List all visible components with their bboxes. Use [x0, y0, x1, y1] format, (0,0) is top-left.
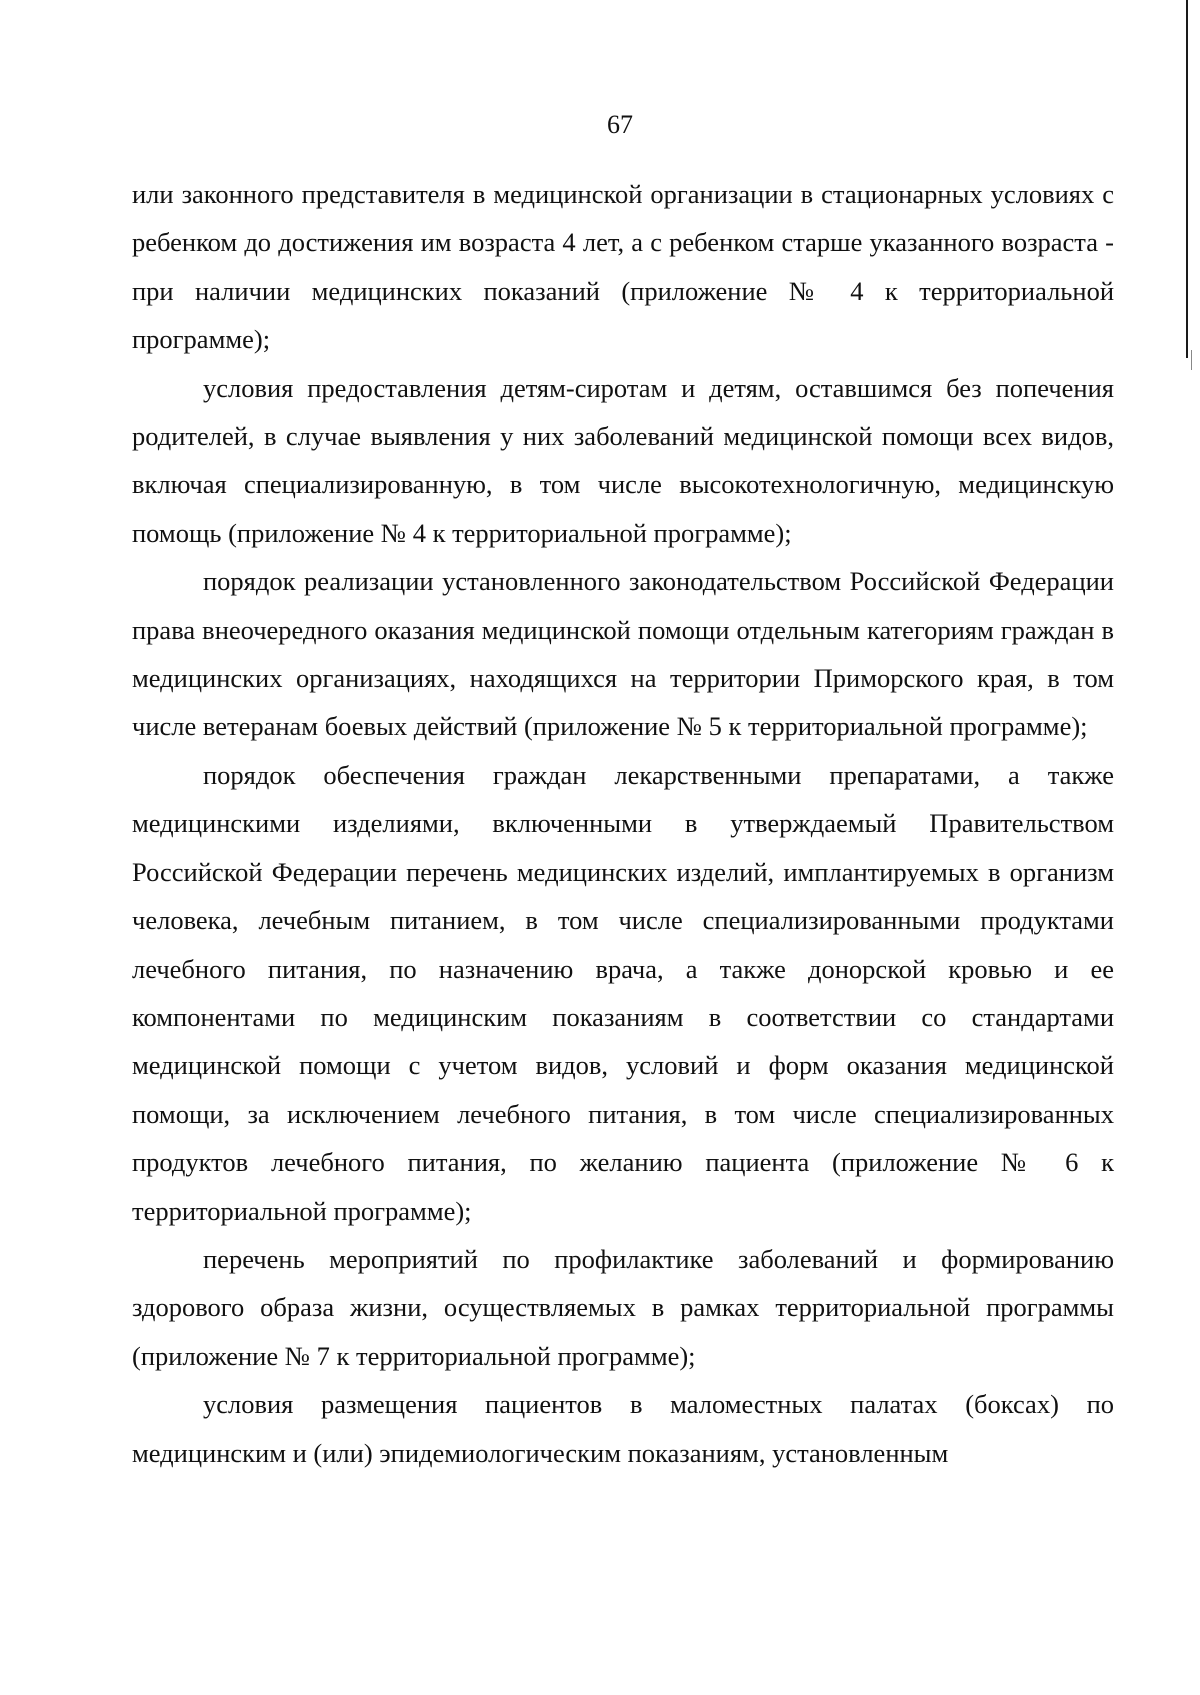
paragraph-priority-care: порядок реализации установленного законодательством Российской Федерации права внеочередного оказания медицинской помощи отдельным категориям граждан в медицинских организациях, находящихся на территории Приморского края, в том числе ветеранам боевых действий (приложение № 5 к территориальной программе);: [132, 566, 1114, 742]
paragraph-prevention-measures: перечень мероприятий по профилактике заболеваний и формированию здорового образа жизни, осуществляемых в рамках территориальной программы (приложение № 7 к территориальной программе);: [132, 1243, 1114, 1371]
scan-artifact-mark: [1191, 350, 1192, 370]
paragraph-continuation: или законного представителя в медицинской организации в стационарных условиях с ребенком до достижения им возраста 4 лет, а с ребенком старше указанного возраста - при наличии медицинских показаний (приложение № 4 к территориальной программе);: [132, 179, 1114, 355]
paragraph-orphans-conditions: условия предоставления детям-сиротам и детям, оставшимся без попечения родителей, в случае выявления у них заболеваний медицинской помощи всех видов, включая специализированную, в том числе высокотехнологичную, медицинскую помощь (приложение № 4 к территориальной программе);: [132, 372, 1114, 548]
paragraph-ward-placement: условия размещения пациентов в маломестных палатах (боксах) по медицинским и (или) эпидемиологическим показаниям, установленным: [132, 1389, 1114, 1468]
page-number: 67: [607, 110, 633, 139]
scan-edge-line: [1186, 0, 1188, 358]
document-body: [132, 170, 1114, 1477]
paragraph-drug-provision: порядок обеспечения граждан лекарственными препаратами, а также медицинскими изделиями, включенными в утверждаемый Правительством Российской Федерации перечень медицинских изделий, имплантируемых в организм человека, лечебным питанием, в том числе специализированными продуктами лечебного питания, по назначению врача, а также донорской кровью и ее компонентами по медицинским показаниям в соответствии со стандартами медицинской помощи с учетом видов, условий и форм оказания медицинской помощи, за исключением лечебного питания, в том числе специализированных продуктов лечебного питания, по желанию пациента (приложение № 6 к территориальной программе);: [132, 759, 1114, 1226]
